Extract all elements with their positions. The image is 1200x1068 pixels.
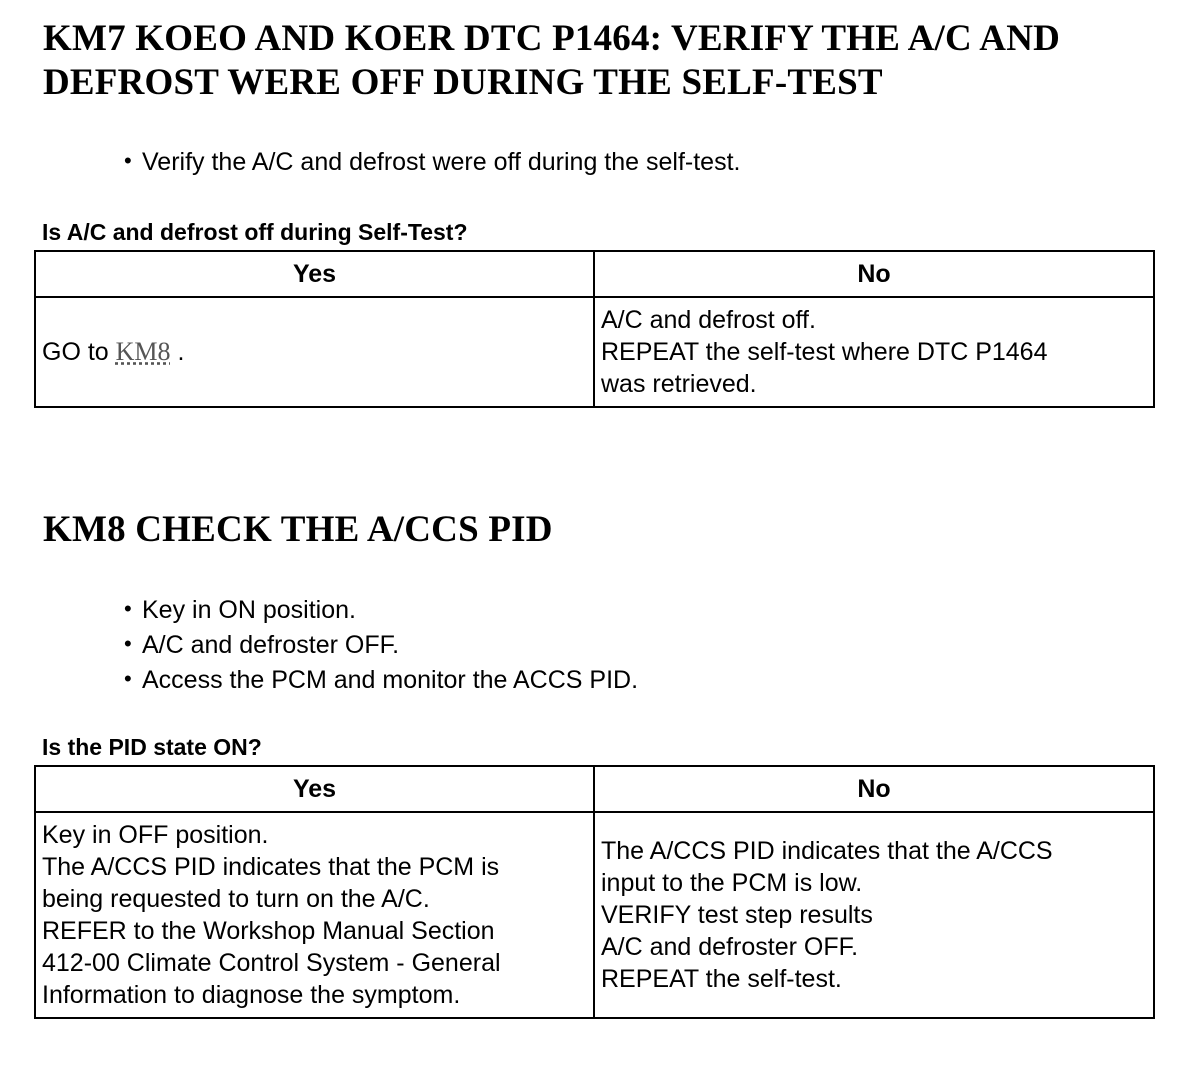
km8-bullet-list: [124, 592, 638, 697]
km8-bullet-item: • Access the PCM and monitor the ACCS PID.: [124, 662, 638, 697]
km8-no-line: input to the PCM is low.: [601, 869, 863, 897]
km7-title: KM7 KOEO AND KOER DTC P1464: VERIFY THE A/C AND DEFROST WERE OFF DURING THE SELF-TEST: [43, 18, 1061, 103]
km8-yes-line: The A/CCS PID indicates that the PCM is: [42, 853, 500, 881]
km8-yes-line: REFER to the Workshop Manual Section: [42, 917, 495, 945]
km8-yes-cell: [35, 812, 594, 1018]
km7-goto-prefix: GO to: [42, 338, 109, 366]
km8-answer-row: [35, 812, 1154, 1018]
km7-answer-table: [34, 250, 1155, 408]
km8-answer-table: [34, 765, 1155, 1019]
km7-header-row: [35, 251, 1154, 297]
km8-yes-line: Information to diagnose the symptom.: [42, 981, 461, 1009]
km8-bullet-item: • Key in ON position.: [124, 592, 638, 627]
km7-answer-row: [35, 297, 1154, 407]
km7-yes-header: Yes: [35, 251, 594, 297]
km8-no-line: The A/CCS PID indicates that the A/CCS: [601, 837, 1053, 865]
km8-yes-line: being requested to turn on the A/C.: [42, 885, 430, 913]
km7-no-line: was retrieved.: [601, 370, 757, 398]
km8-yes-header: Yes: [35, 766, 594, 812]
km8-question: Is the PID state ON?: [42, 734, 262, 760]
km7-goto-suffix: .: [177, 338, 185, 366]
km7-yes-cell: [35, 297, 594, 407]
km8-yes-line: 412-00 Climate Control System - General: [42, 949, 501, 977]
km7-bullet-item: • Verify the A/C and defrost were off during the self-test.: [124, 144, 740, 179]
km8-no-line: VERIFY test step results: [601, 901, 873, 929]
km7-no-header: No: [594, 251, 1154, 297]
km8-no-line: REPEAT the self-test.: [601, 965, 842, 993]
km8-no-line: A/C and defroster OFF.: [601, 933, 859, 961]
km8-no-header: No: [594, 766, 1154, 812]
km8-yes-line: Key in OFF position.: [42, 821, 269, 849]
km7-no-line: A/C and defrost off.: [601, 306, 816, 334]
km8-bullet-item: • A/C and defroster OFF.: [124, 627, 638, 662]
km8-header-row: [35, 766, 1154, 812]
km8-link[interactable]: KM8: [115, 337, 171, 366]
km7-bullet-list: [124, 144, 740, 179]
km7-no-cell: [594, 297, 1154, 407]
km7-no-line: REPEAT the self-test where DTC P1464: [601, 338, 1048, 366]
km8-title: KM8 CHECK THE A/CCS PID: [43, 509, 553, 550]
km7-question: Is A/C and defrost off during Self-Test?: [42, 219, 468, 245]
km8-no-cell: [594, 812, 1154, 1018]
